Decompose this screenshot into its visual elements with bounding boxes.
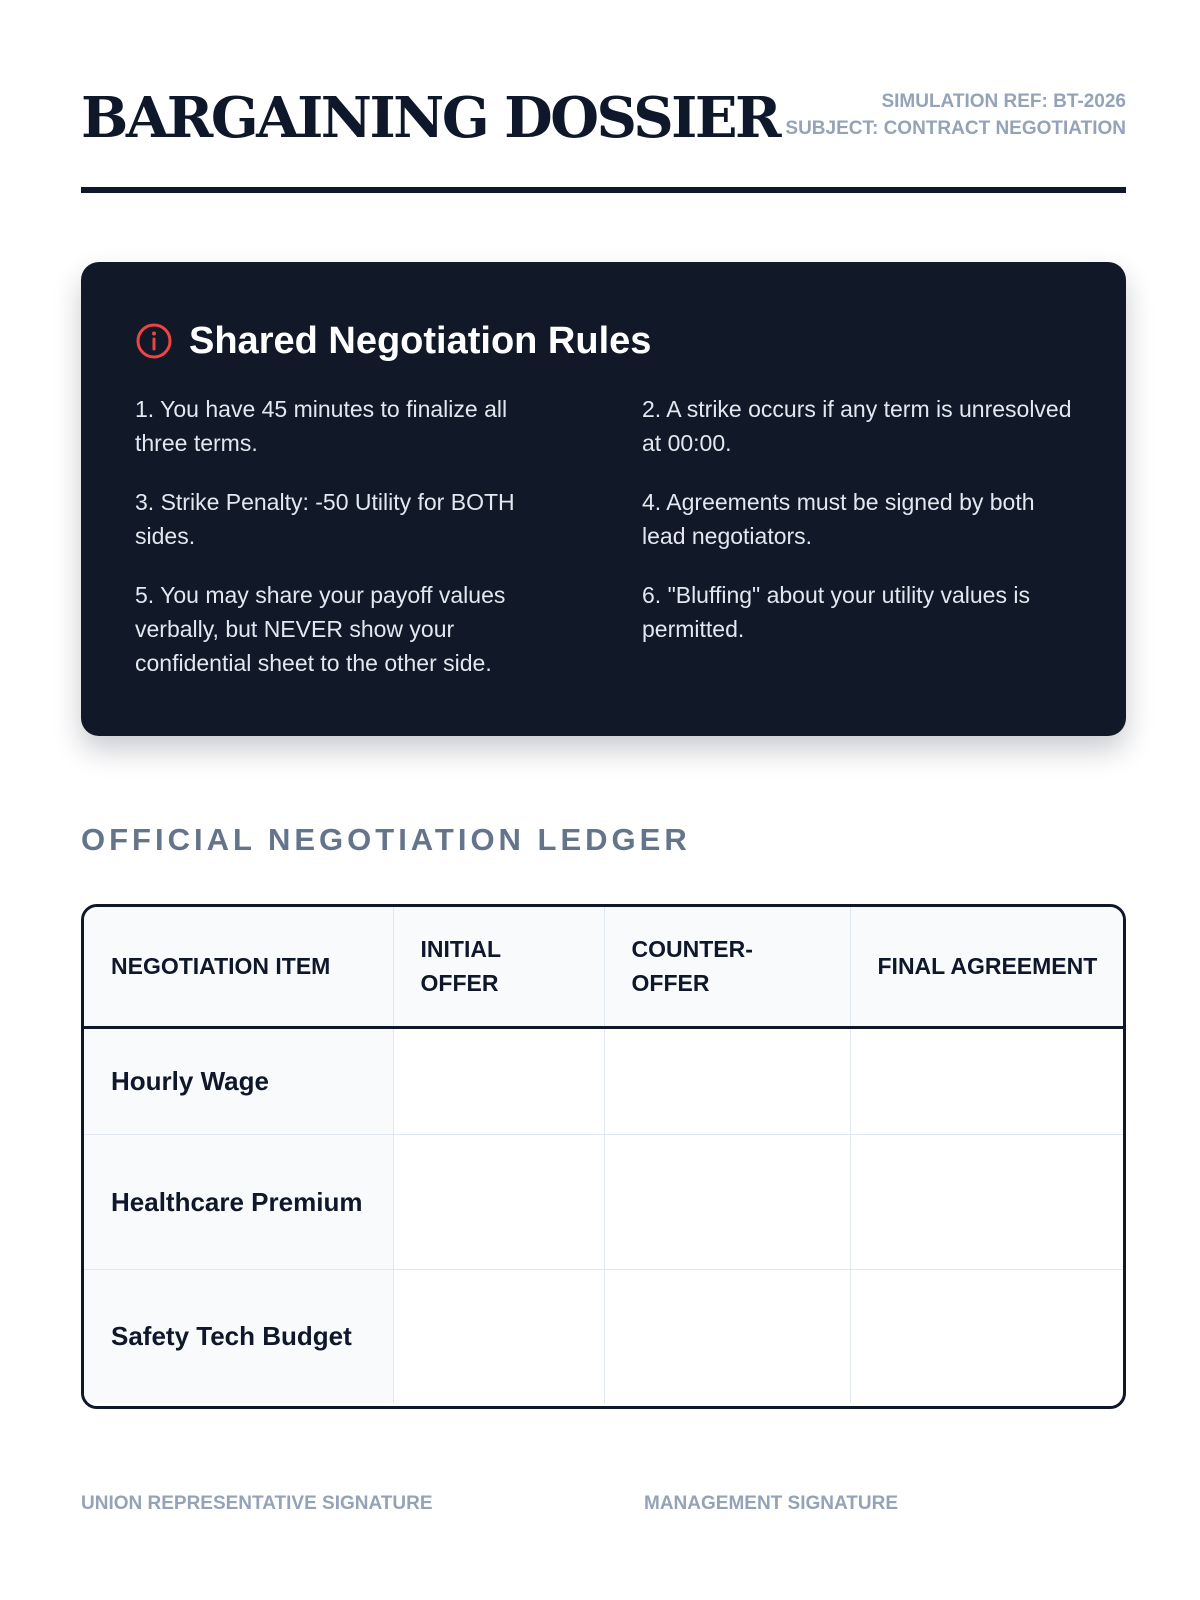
initial-offer-cell[interactable]: [393, 1134, 604, 1269]
column-header-initial-offer: INITIAL OFFER: [393, 907, 604, 1027]
rule-item: 4. Agreements must be signed by both lead negotiators.: [642, 489, 1035, 549]
negotiation-ledger: [81, 904, 1126, 1409]
negotiation-item-cell: Hourly Wage: [84, 1027, 393, 1134]
rule-item: 6. "Bluffing" about your utility values is permitted.: [642, 582, 1030, 642]
rule-item: 5. You may share your payoff values verbally, but NEVER show your confidential sheet to the other side.: [135, 582, 506, 676]
negotiation-item-cell: Safety Tech Budget: [84, 1269, 393, 1403]
initial-offer-cell[interactable]: [393, 1027, 604, 1134]
union-signature-label: UNION REPRESENTATIVE SIGNATURE: [81, 1493, 433, 1514]
simulation-ref: SIMULATION REF: BT-2026: [881, 91, 1126, 112]
final-agreement-cell[interactable]: [850, 1269, 1123, 1403]
header-meta: [785, 88, 1126, 142]
dossier-page: [81, 0, 1126, 1600]
rules-title: Shared Negotiation Rules: [189, 320, 652, 362]
ledger-header-row: [84, 907, 1123, 1027]
final-agreement-cell[interactable]: [850, 1134, 1123, 1269]
header-divider: [81, 187, 1126, 193]
rules-card: [81, 262, 1126, 736]
rules-heading: [135, 316, 651, 366]
rule-item: 1. You have 45 minutes to finalize all three terms.: [135, 396, 508, 456]
column-header-final-agreement: FINAL AGREEMENT: [850, 907, 1123, 1027]
initial-offer-cell[interactable]: [393, 1269, 604, 1403]
ledger-table: [84, 907, 1123, 1403]
counter-offer-cell[interactable]: [604, 1134, 850, 1269]
management-signature-label: MANAGEMENT SIGNATURE: [644, 1493, 899, 1514]
table-row: [84, 1134, 1123, 1269]
dossier-header: [81, 78, 1126, 158]
negotiation-item-cell: Healthcare Premium: [84, 1134, 393, 1269]
counter-offer-cell[interactable]: [604, 1027, 850, 1134]
column-header-negotiation-item: NEGOTIATION ITEM: [84, 907, 393, 1027]
rule-item: 2. A strike occurs if any term is unresolved at 00:00.: [642, 396, 1072, 456]
rule-item: 3. Strike Penalty: -50 Utility for BOTH sides.: [135, 489, 515, 549]
page-title: BARGAINING DOSSIER: [81, 85, 780, 151]
info-circle-icon: [135, 322, 173, 360]
subject-line: SUBJECT: CONTRACT NEGOTIATION: [785, 118, 1126, 139]
table-row: [84, 1269, 1123, 1403]
ledger-title: OFFICIAL NEGOTIATION LEDGER: [81, 822, 691, 857]
table-row: [84, 1027, 1123, 1134]
column-header-counter-offer: COUNTER-OFFER: [604, 907, 850, 1027]
final-agreement-cell[interactable]: [850, 1027, 1123, 1134]
counter-offer-cell[interactable]: [604, 1269, 850, 1403]
